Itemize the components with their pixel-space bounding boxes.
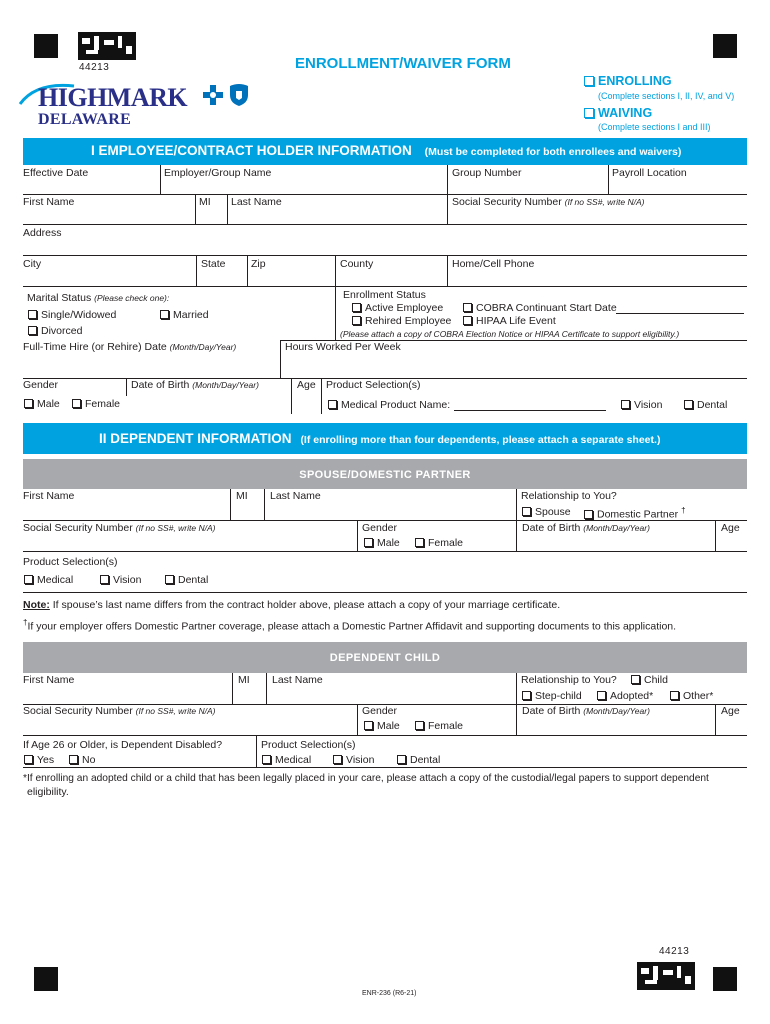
disabled-no-option[interactable]: No xyxy=(69,754,95,766)
product-selection-label: Product Selection(s) xyxy=(326,379,421,391)
child-male-checkbox[interactable] xyxy=(364,721,373,730)
dob-label: Date of Birth (Month/Day/Year) xyxy=(131,379,259,391)
spouse-male-checkbox[interactable] xyxy=(364,538,373,547)
spouse-gender-label: Gender xyxy=(362,522,398,534)
yes-checkbox[interactable] xyxy=(24,755,33,764)
spouse-product-selection-label: Product Selection(s) xyxy=(23,556,118,568)
single-checkbox[interactable] xyxy=(28,310,37,319)
child-female-checkbox[interactable] xyxy=(415,721,424,730)
spouse-dob-label: Date of Birth (Month/Day/Year) xyxy=(522,522,650,534)
spouse-header: SPOUSE/DOMESTIC PARTNER xyxy=(23,459,747,489)
age-label: Age xyxy=(297,379,316,391)
form-title: ENROLLMENT/WAIVER FORM xyxy=(295,55,511,72)
adoption-note-line-2: eligibility. xyxy=(27,786,69,798)
spouse-last-name-label: Last Name xyxy=(270,490,321,502)
spouse-note: Note: If spouse’s last name differs from the contract holder above, please attach a copy of your marriage certificate. xyxy=(23,599,561,611)
married-checkbox[interactable] xyxy=(160,310,169,319)
mi-label: MI xyxy=(199,196,211,208)
spouse-checkbox[interactable] xyxy=(522,507,531,516)
first-name-label: First Name xyxy=(23,196,75,208)
registration-mark-bottom-left xyxy=(34,967,58,991)
gender-label: Gender xyxy=(23,379,59,391)
single-widowed-option[interactable]: Single/Widowed xyxy=(28,309,116,321)
ssn-label: Social Security Number (If no SS#, write N/A) xyxy=(452,196,645,208)
section-2-header: II DEPENDENT INFORMATION (If enrolling more than four dependents, please attach a separate sheet.) xyxy=(23,423,747,454)
spouse-dental-option[interactable]: Dental xyxy=(165,574,208,586)
step-child-option[interactable]: Step-child xyxy=(522,690,582,702)
female-checkbox[interactable] xyxy=(72,399,81,408)
child-product-selection-label: Product Selection(s) xyxy=(261,739,356,751)
payroll-location-label: Payroll Location xyxy=(612,167,687,179)
spouse-vision-checkbox[interactable] xyxy=(100,575,109,584)
child-ssn-label: Social Security Number (If no SS#, write N/A) xyxy=(23,705,216,717)
child-last-name-label: Last Name xyxy=(272,674,323,686)
logo-delaware: DELAWARE xyxy=(38,111,132,128)
option-waiving[interactable]: WAIVING xyxy=(584,106,652,120)
spouse-male-option[interactable]: Male xyxy=(364,537,400,549)
adopted-option[interactable]: Adopted* xyxy=(597,690,653,702)
hipaa-checkbox[interactable] xyxy=(463,316,472,325)
spouse-medical-checkbox[interactable] xyxy=(24,575,33,584)
logo-highmark: HIGHMARK xyxy=(38,83,188,112)
phone-label: Home/Cell Phone xyxy=(452,258,535,270)
enrollment-status-label: Enrollment Status xyxy=(343,289,426,301)
blue-shield-icon xyxy=(228,83,250,107)
registration-mark-top-left xyxy=(34,34,58,58)
spouse-relationship-label: Relationship to You? xyxy=(521,490,617,502)
other-checkbox[interactable] xyxy=(670,691,679,700)
no-checkbox[interactable] xyxy=(69,755,78,764)
barcode-number-bottom: 44213 xyxy=(659,946,690,957)
child-female-option[interactable]: Female xyxy=(415,720,463,732)
spouse-medical-option[interactable]: Medical xyxy=(24,574,73,586)
child-first-name-label: First Name xyxy=(23,674,75,686)
disabled-question-label: If Age 26 or Older, is Dependent Disabled? xyxy=(23,739,223,751)
registration-mark-bottom-right xyxy=(713,967,737,991)
cobra-note: (Please attach a copy of COBRA Election Notice or HIPAA Certificate to support eligibility.) xyxy=(340,329,680,339)
cobra-option[interactable]: COBRA Continuant Start Date xyxy=(463,302,617,314)
domestic-partner-option[interactable]: Domestic Partner † xyxy=(584,506,686,521)
employer-group-label: Employer/Group Name xyxy=(164,167,272,179)
child-dob-label: Date of Birth (Month/Day/Year) xyxy=(522,705,650,717)
blue-cross-icon xyxy=(202,84,224,106)
child-option[interactable]: Child xyxy=(631,674,668,686)
active-checkbox[interactable] xyxy=(352,303,361,312)
spouse-female-option[interactable]: Female xyxy=(415,537,463,549)
option-enrolling[interactable]: ENROLLING xyxy=(584,74,672,88)
county-label: County xyxy=(340,258,374,270)
domestic-partner-note: †If your employer offers Domestic Partner coverage, please attach a Domestic Partner Affidavit and supporting documents to this application. xyxy=(23,618,677,633)
hipaa-option[interactable]: HIPAA Life Event xyxy=(463,315,556,327)
form-code: ENR-236 (R6-21) xyxy=(362,990,417,997)
child-mi-label: MI xyxy=(238,674,250,686)
step-child-checkbox[interactable] xyxy=(522,691,531,700)
other-option[interactable]: Other* xyxy=(670,690,713,702)
vision-checkbox[interactable] xyxy=(621,400,630,409)
child-gender-label: Gender xyxy=(362,705,398,717)
child-dental-checkbox[interactable] xyxy=(397,755,406,764)
domestic-partner-checkbox[interactable] xyxy=(584,510,593,519)
registration-mark-top-right xyxy=(713,34,737,58)
spouse-female-checkbox[interactable] xyxy=(415,538,424,547)
male-option[interactable]: Male xyxy=(24,398,60,410)
adopted-checkbox[interactable] xyxy=(597,691,606,700)
enrolling-checkbox[interactable] xyxy=(584,76,594,86)
barcode-top xyxy=(78,32,136,60)
medical-product-option[interactable]: Medical Product Name: xyxy=(328,399,450,411)
child-age-label: Age xyxy=(721,705,740,717)
child-checkbox[interactable] xyxy=(631,675,640,684)
barcode-number-top: 44213 xyxy=(79,62,110,73)
hire-date-label: Full-Time Hire (or Rehire) Date (Month/Day/Year) xyxy=(23,341,237,353)
enrolling-instructions: (Complete sections I, II, IV, and V) xyxy=(598,91,735,101)
waiving-instructions: (Complete sections I and III) xyxy=(598,122,711,132)
effective-date-label: Effective Date xyxy=(23,167,89,179)
disabled-yes-option[interactable]: Yes xyxy=(24,754,54,766)
cobra-checkbox[interactable] xyxy=(463,303,472,312)
rehired-checkbox[interactable] xyxy=(352,316,361,325)
spouse-age-label: Age xyxy=(721,522,740,534)
married-option[interactable]: Married xyxy=(160,309,209,321)
child-medical-option[interactable]: Medical xyxy=(262,754,311,766)
marital-status-label: Marital Status (Please check one): xyxy=(27,292,170,304)
child-male-option[interactable]: Male xyxy=(364,720,400,732)
vision-option[interactable]: Vision xyxy=(621,399,662,411)
spouse-vision-option[interactable]: Vision xyxy=(100,574,141,586)
last-name-label: Last Name xyxy=(231,196,282,208)
child-vision-checkbox[interactable] xyxy=(333,755,342,764)
adoption-note-line-1: *If enrolling an adopted child or a child that has been legally placed in your care, please attach a copy of the custodial/legal papers to support dependent xyxy=(23,773,709,784)
child-dental-option[interactable]: Dental xyxy=(397,754,440,766)
spouse-first-name-label: First Name xyxy=(23,490,75,502)
male-checkbox[interactable] xyxy=(24,399,33,408)
city-label: City xyxy=(23,258,42,270)
hours-worked-label: Hours Worked Per Week xyxy=(285,341,401,353)
active-employee-option[interactable]: Active Employee xyxy=(352,302,443,314)
state-label: State xyxy=(201,258,226,270)
waiving-checkbox[interactable] xyxy=(584,108,594,118)
spouse-mi-label: MI xyxy=(236,490,248,502)
rehired-employee-option[interactable]: Rehired Employee xyxy=(352,315,451,327)
divorced-checkbox[interactable] xyxy=(28,326,37,335)
group-number-label: Group Number xyxy=(452,167,522,179)
spouse-option[interactable]: Spouse xyxy=(522,506,571,518)
spouse-ssn-label: Social Security Number (If no SS#, write N/A) xyxy=(23,522,216,534)
dental-option[interactable]: Dental xyxy=(684,399,727,411)
divorced-option[interactable]: Divorced xyxy=(28,325,82,337)
address-label: Address xyxy=(23,227,62,239)
zip-label: Zip xyxy=(251,258,266,270)
child-vision-option[interactable]: Vision xyxy=(333,754,374,766)
dependent-child-header: DEPENDENT CHILD xyxy=(23,642,747,673)
female-option[interactable]: Female xyxy=(72,398,120,410)
child-medical-checkbox[interactable] xyxy=(262,755,271,764)
child-relationship-label: Relationship to You? xyxy=(521,674,617,686)
section-1-header: I EMPLOYEE/CONTRACT HOLDER INFORMATION (Must be completed for both enrollees and waivers) xyxy=(23,138,747,165)
dental-checkbox[interactable] xyxy=(684,400,693,409)
medical-checkbox[interactable] xyxy=(328,400,337,409)
barcode-bottom xyxy=(637,962,695,990)
spouse-dental-checkbox[interactable] xyxy=(165,575,174,584)
